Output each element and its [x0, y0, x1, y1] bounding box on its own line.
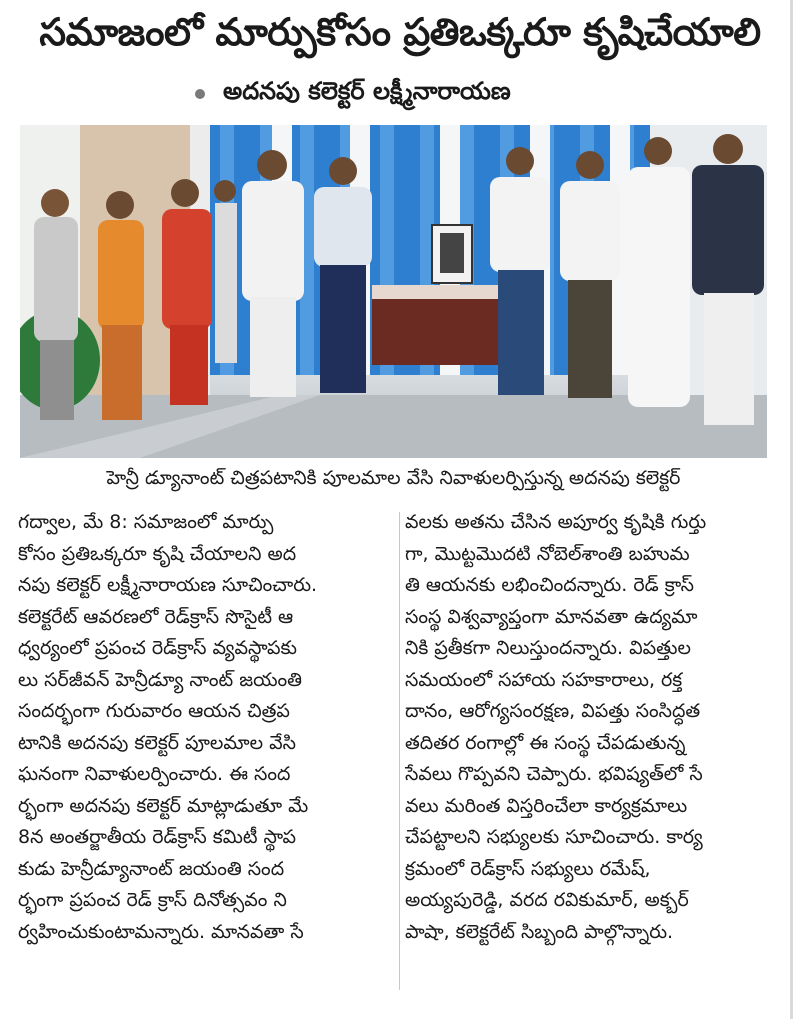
group-photo-illustration — [20, 125, 767, 458]
column-divider — [399, 512, 400, 990]
body-line: కుడు హెన్రీడ్యూనాంట్ జయంతి సంద — [18, 857, 285, 880]
body-line: అయ్యపురెడ్డి, వరద రవికుమార్, అక్బర్ — [405, 889, 689, 911]
body-line: గా, మొట్టమొదటి నోబెల్‌శాంతి బహుమ — [405, 542, 690, 565]
body-line: నపు కలెక్టర్ లక్ష్మీనారాయణ సూచించారు. — [18, 574, 318, 596]
bullet-icon — [195, 89, 205, 99]
body-line: టానికి అదనపు కలెక్టర్ పూలమాల వేసి — [18, 731, 296, 754]
article-subheadline — [195, 72, 511, 116]
body-line: క్రమంలో రెడ్‌క్రాస్ సభ్యులు రమేష్, — [405, 857, 651, 880]
subheadline-text: అదనపు కలెక్టర్ లక్ష్మీనారాయణ — [223, 77, 511, 105]
body-line: తి ఆయనకు లభించిందన్నారు. రెడ్ క్రాస్ — [405, 574, 694, 596]
body-line: లు సర్‌జీవన్ హెన్రీడ్యూ నాంట్ జయంతి — [18, 668, 303, 691]
body-line: సందర్భంగా గురువారం ఆయన చిత్రప — [18, 700, 290, 722]
body-line: వలు మరింత విస్తరించేలా కార్యక్రమాలు — [405, 794, 688, 817]
article-body-left-column — [18, 507, 396, 948]
body-line: చేపట్టాలని సభ్యులకు సూచించారు. కార్య — [405, 826, 703, 848]
article-headline: సమాజంలో మార్పుకోసం ప్రతిఒక్కరూ కృషిచేయాలి — [39, 10, 761, 54]
article-body-right-column — [405, 507, 763, 948]
photo-caption: హెన్రీ డ్యూనాంట్ చిత్రపటానికి పూలమాల వేసి నివాళులర్పిస్తున్న అదనపు కలెక్టర్ — [106, 466, 681, 489]
body-line: పాషా, కలెక్టరేట్ సిబ్బంది పాల్గొన్నారు. — [405, 920, 674, 943]
body-line: ఘనంగా నివాళులర్పించారు. ఈ సంద — [18, 763, 291, 785]
body-line: ధ్వర్యంలో ప్రపంచ రెడ్‌క్రాస్ వ్యవస్థాపకు — [18, 637, 297, 659]
body-line: ర్వహించుకుంటామన్నారు. మానవతా సే — [18, 920, 304, 943]
body-line: తదితర రంగాల్లో ఈ సంస్థ చేపడుతున్న — [405, 731, 686, 754]
body-line: కలెక్టరేట్ ఆవరణలో రెడ్‌క్రాస్ సొసైటీ ఆ — [18, 605, 294, 628]
body-line: నికి ప్రతీకగా నిలుస్తుందన్నారు. విపత్తుల — [405, 637, 691, 659]
body-line: సంస్థ విశ్వవ్యాప్తంగా మానవతా ఉద్యమా — [405, 605, 698, 628]
body-line: 8న అంతర్జాతీయ రెడ్‌క్రాస్ కమిటీ స్థాప — [18, 826, 297, 848]
body-line: గద్వాల, మే 8: సమాజంలో మార్పు — [18, 511, 274, 533]
body-line: దానం, ఆరోగ్యసంరక్షణ, విపత్తు సంసిద్ధత — [405, 700, 701, 722]
body-line: ర్భంగా ప్రపంచ రెడ్ క్రాస్ దినోత్సవం ని — [18, 889, 287, 911]
clipping-edge — [790, 0, 793, 1019]
body-line: సమయంలో సహాయ సహకారాలు, రక్త — [405, 668, 683, 691]
body-line: సేవలు గొప్పవని చెప్పారు. భవిష్యత్‌లో సే — [405, 763, 703, 785]
body-line: ర్భంగా అదనపు కలెక్టర్ మాట్లాడుతూ మే — [18, 794, 309, 817]
body-line: కోసం ప్రతిఒక్కరూ కృషి చేయాలని అద — [18, 542, 297, 565]
body-line: వలకు అతను చేసిన అపూర్వ కృషికి గుర్తు — [405, 511, 707, 533]
news-photo — [20, 125, 767, 458]
